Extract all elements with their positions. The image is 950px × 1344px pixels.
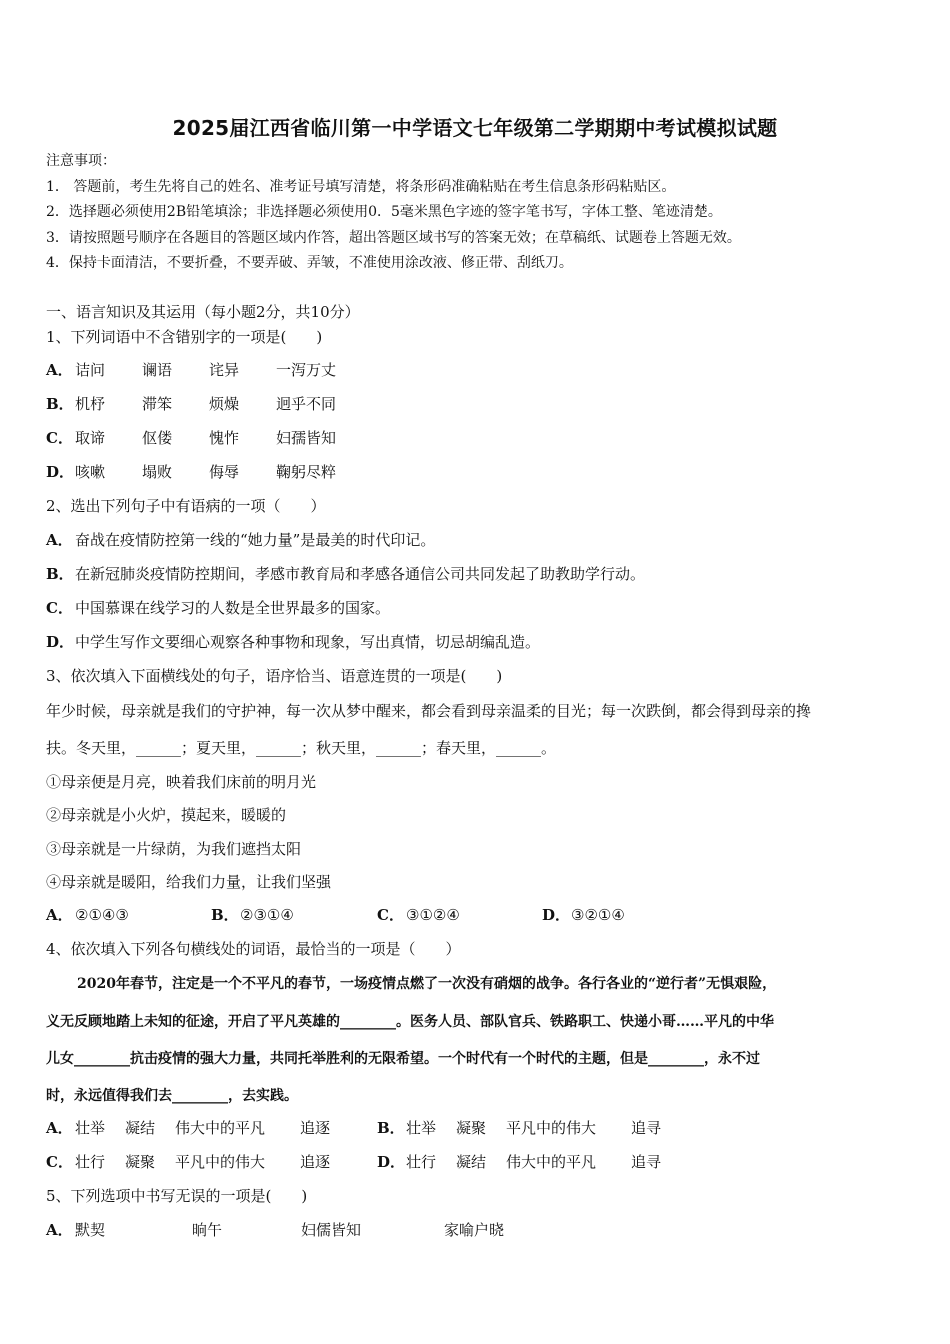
- option-word: 愧怍: [209, 429, 240, 447]
- option-text: 中国慕课在线学习的人数是全世界最多的国家。: [75, 599, 391, 617]
- option-word: 追逐: [300, 1153, 331, 1171]
- question-3-passage: 扶。冬天里，______；夏天里，______；秋天里，______；春天里，______。: [46, 739, 557, 757]
- option-text: 在新冠肺炎疫情防控期间，孝感市教育局和孝感各通信公司共同发起了助教助学行动。: [75, 565, 646, 583]
- option-word: 伛偻: [142, 429, 173, 447]
- question-2-stem: 2、选出下列句子中有语病的一项（ ）: [46, 497, 326, 515]
- question-4-stem: 4、依次填入下列各句横线处的词语，最恰当的一项是（ ）: [46, 940, 461, 958]
- option-word: 壮行: [406, 1153, 437, 1171]
- question-4-passage: 时，永远值得我们去________，去实践。: [46, 1088, 298, 1104]
- option-text: ③②①④: [571, 906, 625, 924]
- option-word: 妇儒皆知: [301, 1221, 362, 1239]
- question-3-item: ③母亲就是一片绿荫，为我们遮挡太阳: [46, 840, 302, 858]
- option-word: 诧异: [209, 361, 240, 379]
- option-word: 机杼: [75, 395, 106, 413]
- option-word: 塌败: [142, 463, 173, 481]
- option-word: 伟大中的平凡: [175, 1119, 266, 1137]
- question-1-stem: 1、下列词语中不含错别字的一项是( ): [46, 328, 323, 346]
- option-word: 壮举: [75, 1119, 106, 1137]
- option-word: 追逐: [300, 1119, 331, 1137]
- question-4-passage: 义无反顾地踏上未知的征途，开启了平凡英雄的________。医务人员、部队官兵、铁路职工、快递小哥……平凡的中华: [46, 1014, 774, 1030]
- question-3-item: ①母亲便是月亮，映着我们床前的明月光: [46, 773, 317, 791]
- option-label: B．: [46, 395, 74, 413]
- option-label: A．: [46, 906, 73, 924]
- option-label: C．: [46, 1153, 73, 1171]
- option-word: 平凡中的伟大: [175, 1153, 266, 1171]
- option-word: 伟大中的平凡: [506, 1153, 597, 1171]
- option-text: 奋战在疫情防控第一线的“她力量”是最美的时代印记。: [75, 531, 436, 549]
- option-word: 取谛: [75, 429, 106, 447]
- option-word: 迥乎不同: [276, 395, 337, 413]
- option-word: 家喻户晓: [444, 1221, 505, 1239]
- option-label: C．: [46, 429, 73, 447]
- option-word: 默契: [75, 1221, 106, 1239]
- notice-heading: 注意事项：: [46, 153, 116, 169]
- page-title: 2025届江西省临川第一中学语文七年级第二学期期中考试模拟试题: [172, 116, 778, 140]
- option-word: 追寻: [631, 1153, 662, 1171]
- question-3-passage: 年少时候，母亲就是我们的守护神，每一次从梦中醒来，都会看到母亲温柔的目光；每一次跌倒，都会得到母亲的搀: [46, 702, 812, 720]
- option-label: D．: [542, 906, 571, 924]
- option-text: ②①④③: [75, 906, 129, 924]
- notice-item: 1． 答题前，考生先将自己的姓名、准考证号填写清楚，将条形码准确粘贴在考生信息条形码粘贴区。: [46, 179, 676, 195]
- option-label: D．: [377, 1153, 406, 1171]
- question-3-stem: 3、依次填入下面横线处的句子，语序恰当、语意连贯的一项是( ): [46, 667, 503, 685]
- option-label: A．: [46, 1119, 73, 1137]
- option-word: 凝结: [456, 1153, 487, 1171]
- option-word: 凝聚: [456, 1119, 487, 1137]
- option-word: 晌午: [192, 1221, 223, 1239]
- question-5-stem: 5、下列选项中书写无误的一项是( ): [46, 1187, 308, 1205]
- option-label: A．: [46, 361, 73, 379]
- option-word: 谰语: [142, 361, 173, 379]
- option-word: 滞笨: [142, 395, 173, 413]
- option-text: ②③①④: [240, 906, 294, 924]
- option-word: 平凡中的伟大: [506, 1119, 597, 1137]
- option-word: 壮行: [75, 1153, 106, 1171]
- notice-item: 3．请按照题号顺序在各题目的答题区域内作答，超出答题区域书写的答案无效；在草稿纸、试题卷上答题无效。: [46, 230, 741, 246]
- option-word: 鞠躬尽粹: [276, 463, 337, 481]
- section-heading: 一、语言知识及其运用（每小题2分，共10分）: [46, 303, 360, 321]
- option-word: 咳嗽: [75, 463, 106, 481]
- option-word: 一泻万丈: [276, 361, 337, 379]
- option-word: 妇孺皆知: [276, 429, 337, 447]
- option-word: 侮辱: [209, 463, 240, 481]
- question-3-item: ④母亲就是暖阳，给我们力量，让我们坚强: [46, 873, 332, 891]
- option-label: C．: [46, 599, 73, 617]
- option-word: 凝聚: [125, 1153, 156, 1171]
- option-text: 中学生写作文要细心观察各种事物和现象，写出真情，切忌胡编乱造。: [75, 633, 541, 651]
- notice-item: 4．保持卡面清洁，不要折叠，不要弄破、弄皱，不准使用涂改液、修正带、刮纸刀。: [46, 255, 573, 271]
- question-4-passage: 2020年春节，注定是一个不平凡的春节，一场疫情点燃了一次没有硝烟的战争。各行各业的“逆行者”无惧艰险，: [77, 976, 777, 992]
- option-word: 烦燥: [209, 395, 240, 413]
- question-4-passage: 儿女________抗击疫情的强大力量，共同托举胜利的无限希望。一个时代有一个时代的主题，但是________，永不过: [46, 1051, 760, 1067]
- option-word: 诘问: [75, 361, 106, 379]
- option-word: 壮举: [406, 1119, 437, 1137]
- option-label: D．: [46, 633, 75, 651]
- option-label: B．: [211, 906, 239, 924]
- notice-item: 2．选择题必须使用2B铅笔填涂；非选择题必须使用0．5毫米黑色字迹的签字笔书写，字体工整、笔迹清楚。: [46, 204, 722, 220]
- option-label: B．: [377, 1119, 405, 1137]
- question-3-item: ②母亲就是小火炉，摸起来，暖暖的: [46, 806, 287, 824]
- option-label: A．: [46, 531, 73, 549]
- option-label: C．: [377, 906, 404, 924]
- option-word: 凝结: [125, 1119, 156, 1137]
- option-label: A．: [46, 1221, 73, 1239]
- option-label: B．: [46, 565, 74, 583]
- option-label: D．: [46, 463, 75, 481]
- option-text: ③①②④: [406, 906, 460, 924]
- option-word: 追寻: [631, 1119, 662, 1137]
